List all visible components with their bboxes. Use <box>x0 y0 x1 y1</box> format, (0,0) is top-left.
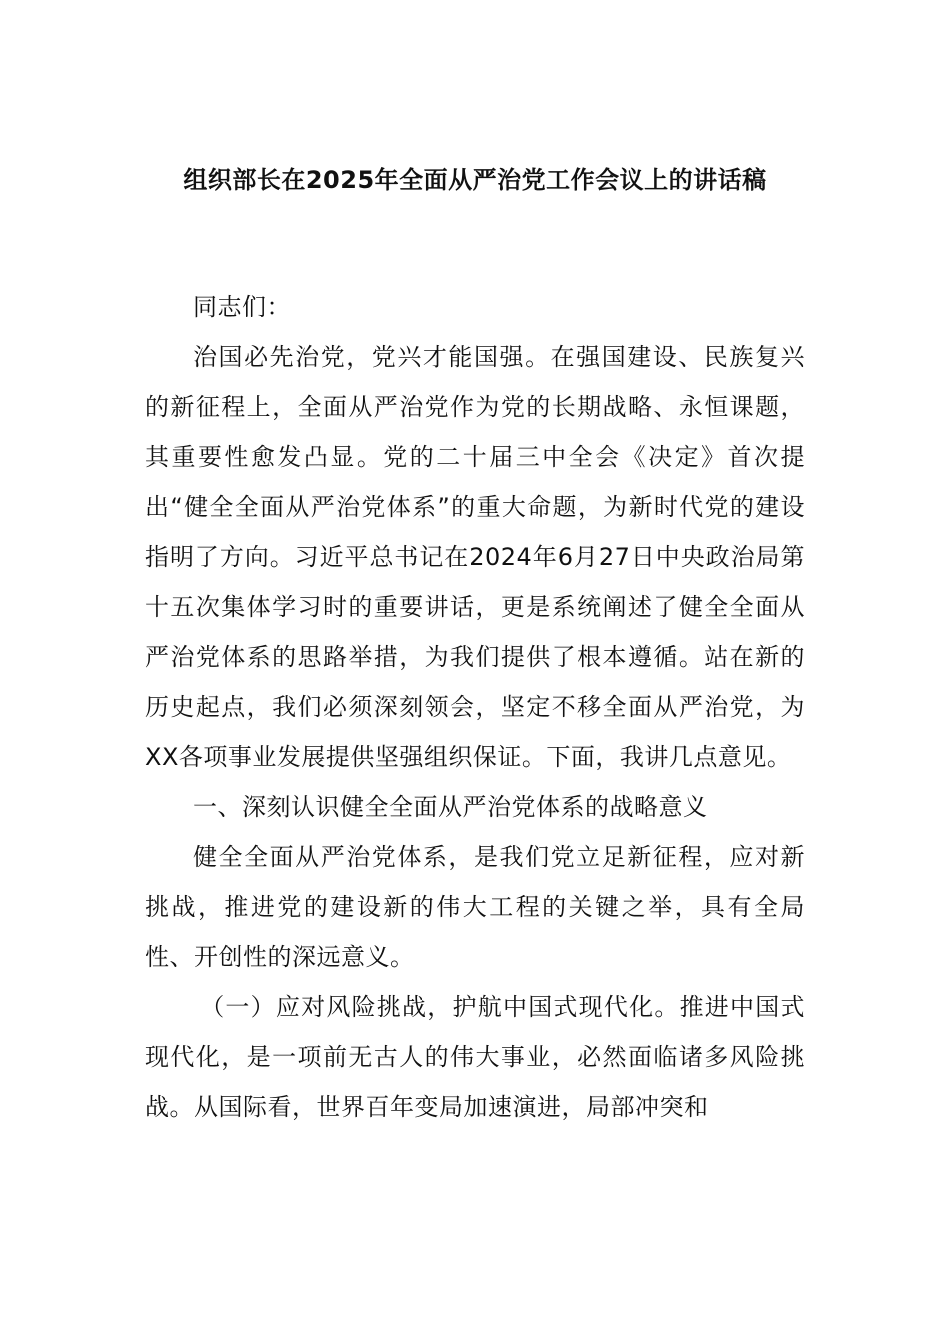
subsection-1-paragraph: （一）应对风险挑战，护航中国式现代化。推进中国式现代化，是一项前无古人的伟大事业，必然面临诸多风险挑战。从国际看，世界百年变局加速演进，局部冲突和 <box>145 993 805 1121</box>
section-1-paragraph: 健全全面从严治党体系，是我们党立足新征程，应对新挑战，推进党的建设新的伟大工程的关键之举，具有全局性、开创性的深远意义。 <box>145 843 805 971</box>
section-heading-1: 一、深刻认识健全全面从严治党体系的战略意义 <box>193 793 708 821</box>
intro-paragraph: 治国必先治党，党兴才能国强。在强国建设、民族复兴的新征程上，全面从严治党作为党的长期战略、永恒课题，其重要性愈发凸显。党的二十届三中全会《决定》首次提出“健全全面从严治党体系”的重大命题，为新时代党的建设指明了方向。习近平总书记在2024年6月27日中央政治局第十五次集体学习时的重要讲话，更是系统阐述了健全全面从严治党体系的思路举措，为我们提供了根本遵循。站在新的历史起点，我们必须深刻领会，坚定不移全面从严治党，为XX各项事业发展提供坚强组织保证。下面，我讲几点意见。 <box>145 343 805 771</box>
salutation-paragraph: 同志们： <box>193 293 291 321</box>
document-title: 组织部长在2025年全面从严治党工作会议上的讲话稿 <box>183 166 767 194</box>
document-body <box>145 282 805 1132</box>
